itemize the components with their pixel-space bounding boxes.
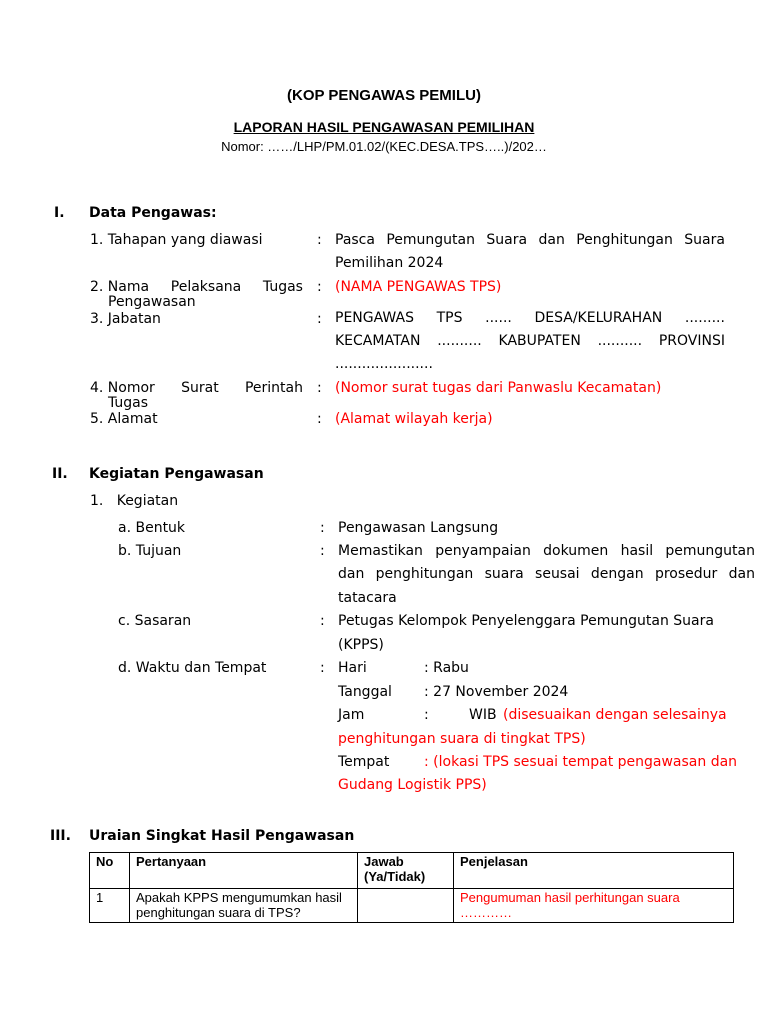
section-3-number: III. <box>50 828 71 844</box>
cell-answer[interactable] <box>358 889 454 923</box>
item-4-colon: : <box>317 380 322 396</box>
item-3-value-line2: KECAMATAN .......... KABUPATEN .......... PROVINSI <box>335 333 725 349</box>
item-5-colon: : <box>317 411 322 427</box>
item-2-label-line2: Pengawasan <box>108 294 196 310</box>
header-answer: Jawab (Ya/Tidak) <box>358 853 454 889</box>
tanggal-label: Tanggal <box>338 684 392 700</box>
row-c-value-line2: (KPPS) <box>338 637 384 653</box>
jam-colon: : <box>424 707 429 723</box>
row-b-label: b. Tujuan <box>118 543 182 559</box>
jam-wib: WIB <box>469 707 497 723</box>
cell-question: Apakah KPPS mengumumkan hasil penghitungan suara di TPS? <box>130 889 358 923</box>
item-2-label: 2. Nama Pelaksana Tugas <box>90 279 303 295</box>
item-1-value-line2: Pemilihan 2024 <box>335 255 444 271</box>
row-a-label: a. Bentuk <box>118 520 186 536</box>
item-3-colon: : <box>317 311 322 327</box>
row-a-colon: : <box>320 520 325 536</box>
item-1-value-line1: Pasca Pemungutan Suara dan Penghitungan Suara <box>335 232 725 248</box>
tanggal-value: : 27 November 2024 <box>424 684 569 700</box>
row-b-colon: : <box>320 543 325 559</box>
section-1-number: I. <box>54 205 65 221</box>
item-1-label: 1. Tahapan yang diawasi <box>90 232 263 248</box>
tempat-label: Tempat <box>338 754 390 770</box>
jam-label: Jam <box>338 707 365 723</box>
item-5-value: (Alamat wilayah kerja) <box>335 411 493 427</box>
hari-label: Hari <box>338 660 367 676</box>
section-1-title: Data Pengawas: <box>89 205 217 221</box>
cell-no: 1 <box>90 889 130 923</box>
section-2-title: Kegiatan Pengawasan <box>89 466 264 482</box>
table-header-row <box>90 853 734 889</box>
header-explanation: Penjelasan <box>454 853 734 889</box>
item-3-value-line3: ...................... <box>335 356 433 372</box>
item-2-value: (NAMA PENGAWAS TPS) <box>335 279 502 295</box>
item-1-colon: : <box>317 232 322 248</box>
item-4-label-line2: Tugas <box>108 395 149 411</box>
report-title: LAPORAN HASIL PENGAWASAN PEMILIHAN <box>233 119 535 135</box>
report-number: Nomor: ……/LHP/PM.01.02/(KEC.DESA.TPS…..)/202… <box>221 139 547 154</box>
item-4-value: (Nomor surat tugas dari Panwaslu Kecamatan) <box>335 380 662 396</box>
hari-value: : Rabu <box>424 660 469 676</box>
jam-note-line2: penghitungan suara di tingkat TPS) <box>338 731 586 747</box>
item-3-label: 3. Jabatan <box>90 311 161 327</box>
row-b-value-line3: tatacara <box>338 590 397 606</box>
item-5-label: 5. Alamat <box>90 411 158 427</box>
section-2-subheading: 1. Kegiatan <box>90 493 179 509</box>
row-c-colon: : <box>320 613 325 629</box>
item-4-label: 4. Nomor Surat Perintah <box>90 380 303 396</box>
row-b-value-line1: Memastikan penyampaian dokumen hasil pemungutan <box>338 543 755 559</box>
section-2-number: II. <box>52 466 68 482</box>
item-2-colon: : <box>317 279 322 295</box>
findings-table <box>89 852 734 923</box>
row-a-value: Pengawasan Langsung <box>338 520 499 536</box>
header-question: Pertanyaan <box>130 853 358 889</box>
tempat-value-line1: : (lokasi TPS sesuai tempat pengawasan dan <box>424 754 738 770</box>
header-no: No <box>90 853 130 889</box>
item-3-value-line1: PENGAWAS TPS ...... DESA/KELURAHAN ......... <box>335 310 725 326</box>
table-row <box>90 889 734 923</box>
row-c-value-line1: Petugas Kelompok Penyelenggara Pemungutan Suara <box>338 613 714 629</box>
section-3-title: Uraian Singkat Hasil Pengawasan <box>89 828 355 844</box>
jam-note-line1: (disesuaikan dengan selesainya <box>503 707 727 723</box>
row-d-label: d. Waktu dan Tempat <box>118 660 267 676</box>
cell-explanation: Pengumuman hasil perhitungan suara ………… <box>454 889 734 923</box>
row-b-value-line2: dan penghitungan suara seusai dengan prosedur dan <box>338 566 755 582</box>
row-d-colon: : <box>320 660 325 676</box>
row-c-label: c. Sasaran <box>118 613 192 629</box>
tempat-value-line2: Gudang Logistik PPS) <box>338 777 487 793</box>
header-title: (KOP PENGAWAS PEMILU) <box>287 87 481 104</box>
